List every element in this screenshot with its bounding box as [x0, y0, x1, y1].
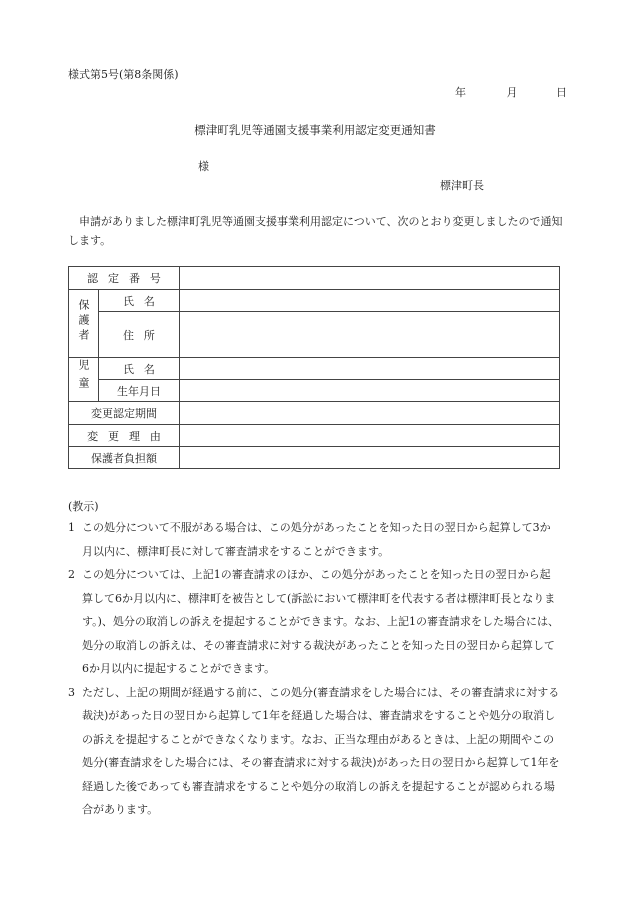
- guardian-address-label: 住所: [99, 312, 180, 358]
- notice-body: 申請がありました標津町乳児等通園支援事業利用認定について、次のとおり変更しましたので通知します。: [68, 215, 563, 247]
- note-text: この処分については、上記1の審査請求のほか、この処分があったことを知った日の翌日から起算して6か月以内に、標津町を被告として(訴訟において標津町を代表する者は標津町長となります。)、処分の取消しの訴えを提起することができます。なお、上記1の審査請求をした場合には、処分の取消しの訴えは、その審査請求に対する裁決があったことを知った日の翌日から起算して6か月以内に提起することができます。: [82, 568, 560, 675]
- note-item: [68, 516, 560, 563]
- notes-list: [68, 516, 560, 822]
- child-group-label: [69, 358, 99, 402]
- guardian-group-label: [69, 290, 99, 358]
- child-birthdate-label: 生年月日: [99, 380, 180, 402]
- note-item: [68, 563, 560, 681]
- note-text: この処分について不服がある場合は、この処分があったことを知った日の翌日から起算して3か月以内に、標津町長に対して審査請求をすることができます。: [82, 521, 551, 558]
- guardian-address-value: [180, 312, 560, 358]
- child-name-label: 氏名: [99, 358, 180, 380]
- child-name-value: [180, 358, 560, 380]
- form-number: 様式第5号(第8条関係): [68, 68, 179, 81]
- issue-date: [455, 84, 567, 100]
- addressee-suffix: 様: [198, 160, 209, 173]
- guardian-group-text: 保護者: [77, 298, 90, 344]
- note-number: 1: [68, 521, 75, 534]
- guardian-name-value: [180, 290, 560, 312]
- date-month-label: 月: [506, 86, 518, 99]
- cert-number-value: [180, 267, 560, 290]
- reason-value: [180, 425, 560, 447]
- note-number: 2: [68, 568, 75, 581]
- burden-value: [180, 447, 560, 469]
- notification-table: [68, 266, 560, 469]
- child-birthdate-value: [180, 380, 560, 402]
- note-text: ただし、上記の期間が経過する前に、この処分(審査請求をした場合には、その審査請求に対する裁決)があった日の翌日から起算して1年を経過した場合は、審査請求をすることや処分の取消しの訴えを提起することができなくなります。なお、正当な理由があるときは、上記の期間やこの処分(審査請求をした場合には、その審査請求に対する裁決)があった日の翌日から起算して1年を経過した後であっても審査請求をすることや処分の取消しの訴えを提起することが認められる場合があります。: [82, 685, 560, 816]
- note-item: [68, 681, 560, 822]
- child-group-text: 児童: [77, 359, 90, 395]
- guardian-name-label: 氏名: [99, 290, 180, 312]
- note-number: 3: [68, 685, 75, 699]
- notes-heading: (教示): [68, 500, 99, 513]
- cert-number-label: 認定番号: [69, 267, 180, 290]
- reason-label: 変更理由: [69, 425, 180, 447]
- period-label: 変更認定期間: [69, 402, 180, 425]
- document-title: 標津町乳児等通園支援事業利用認定変更通知書: [194, 123, 436, 137]
- date-year-label: 年: [455, 86, 466, 99]
- period-value: [180, 402, 560, 425]
- issuer: 標津町長: [440, 179, 484, 192]
- date-day-label: 日: [556, 86, 567, 99]
- burden-label: 保護者負担額: [69, 447, 180, 469]
